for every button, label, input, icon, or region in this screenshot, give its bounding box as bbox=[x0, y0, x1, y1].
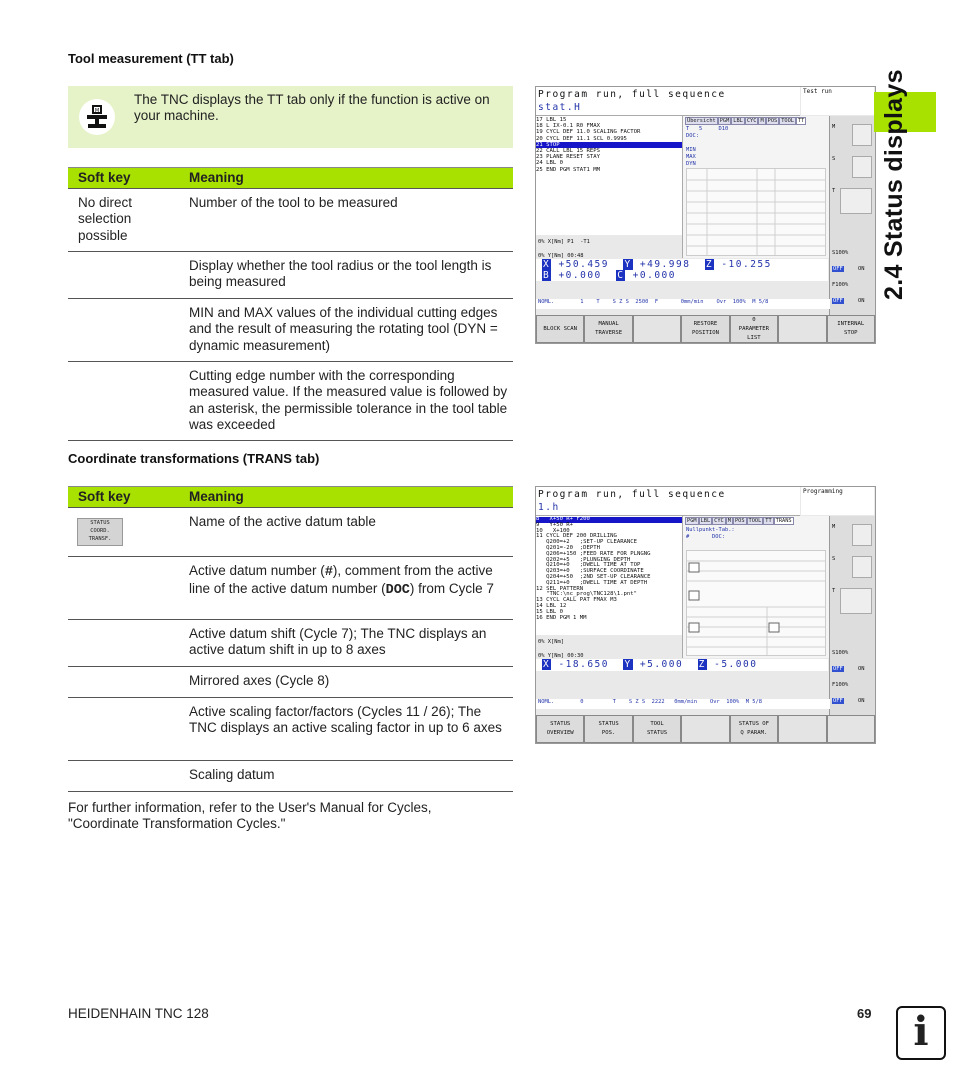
svg-text:M: M bbox=[94, 108, 100, 114]
axis-value: +5.000 bbox=[632, 659, 698, 670]
trans-grid bbox=[686, 550, 826, 656]
softkey-label: STOP bbox=[844, 330, 858, 336]
axis-value: +0.000 bbox=[551, 270, 617, 281]
chapter-title: 2.4 Status displays bbox=[880, 69, 908, 300]
machine-icon bbox=[79, 99, 115, 135]
table-row bbox=[68, 252, 513, 299]
on-toggle[interactable]: ON bbox=[858, 266, 865, 272]
status-line: 0% X[Nm] bbox=[538, 639, 564, 645]
screenshot-trans-tab bbox=[535, 486, 876, 744]
softkey-label: STATUS bbox=[646, 730, 668, 736]
program-line: Q201=-20 ;DEPTH bbox=[536, 544, 600, 551]
axis-label: Y bbox=[624, 259, 632, 270]
softkey-label-line: TRANSF. bbox=[88, 536, 112, 542]
axis-value: -18.650 bbox=[551, 659, 624, 670]
status-line: 0% Y[Nm] 00:30 bbox=[538, 653, 584, 659]
meaning-cell: Display whether the tool radius or the tool length is being measured bbox=[189, 258, 492, 290]
axis-value: +50.459 bbox=[551, 259, 624, 270]
screen-file: 1.h bbox=[538, 502, 560, 513]
program-line: Q206=+150 ;FEED RATE FOR PLNGNG bbox=[536, 550, 651, 557]
softkey[interactable] bbox=[536, 315, 584, 343]
coordinate-y bbox=[623, 259, 704, 270]
status-tab[interactable]: TRANS bbox=[775, 518, 792, 524]
axis-label: X bbox=[543, 659, 551, 670]
program-line: 17 LBL 15 bbox=[536, 117, 567, 123]
program-listing bbox=[536, 116, 682, 235]
softkey-label-line: STATUS bbox=[90, 520, 110, 526]
program-line: Q204=+50 ;2ND SET-UP CLEARANCE bbox=[536, 573, 651, 580]
meaning-cell bbox=[189, 563, 509, 600]
program-line: 16 END PGM 1 MM bbox=[536, 614, 587, 621]
status-tab[interactable]: CYC bbox=[714, 518, 724, 524]
t-label: T bbox=[832, 588, 836, 594]
softkey-label-line: COORD. bbox=[90, 528, 110, 534]
note-text: The TNC displays the TT tab only if the function is active on your machine. bbox=[134, 92, 490, 124]
page-number: 69 bbox=[857, 1006, 872, 1021]
softkey[interactable] bbox=[584, 715, 632, 743]
status-bar: NOML. 1 T S Z S 2500 F 0mm/min Ovr 100% M 5/8 bbox=[536, 299, 830, 309]
screen-title: Program run, full sequence bbox=[538, 89, 726, 100]
screen-title: Program run, full sequence bbox=[538, 489, 726, 500]
machine-sidebar bbox=[829, 116, 876, 343]
status-coord-transf-softkey[interactable] bbox=[77, 518, 123, 546]
status-panel bbox=[682, 516, 829, 658]
program-line: 18 L IX-0.1 R0 FMAX bbox=[536, 123, 600, 130]
coordinate-b bbox=[542, 270, 616, 281]
meaning-cell: Scaling datum bbox=[189, 767, 275, 782]
program-line: 13 CYCL CALL PAT FMAX M3 bbox=[536, 597, 617, 604]
status-tab[interactable]: POS bbox=[767, 118, 778, 124]
spindle-icon bbox=[852, 124, 872, 146]
status-tab[interactable]: POS bbox=[734, 518, 745, 524]
status-tab[interactable]: Übersicht bbox=[687, 118, 716, 124]
status-tab[interactable]: PGM bbox=[719, 118, 730, 124]
program-line: 23 PLANE RESET STAY bbox=[536, 154, 600, 161]
screen-title-bar bbox=[536, 487, 800, 516]
program-line: Q210=+0 ;DWELL TIME AT TOP bbox=[536, 562, 641, 569]
program-line: "TNC:\nc_prog\TNC128\1.pnt" bbox=[536, 591, 638, 598]
status-line: 0% X[Nm] P1 -T1 bbox=[538, 239, 590, 245]
doc-symbol: DOC bbox=[385, 583, 410, 599]
status-tab[interactable]: PGM bbox=[687, 518, 697, 524]
status-tab[interactable]: TOOL bbox=[781, 118, 794, 124]
status-tab[interactable]: LBL bbox=[700, 518, 711, 524]
softkey-row bbox=[536, 715, 875, 743]
m-label: M bbox=[832, 124, 836, 130]
panel-line: # DOC: bbox=[686, 534, 725, 540]
section-heading-trans: Coordinate transformations (TRANS tab) bbox=[68, 451, 320, 466]
softkey-label: OVERVIEW bbox=[546, 730, 574, 736]
softkey-label: MANUAL bbox=[598, 321, 619, 327]
screenshot-tt-tab bbox=[535, 86, 876, 344]
panel-line: MIN bbox=[686, 147, 696, 153]
hash-symbol: # bbox=[324, 565, 333, 580]
footnote: For further information, refer to the User's Manual for Cycles, "Coordinate Transformation Cycles." bbox=[68, 800, 432, 832]
feed-override: F100% bbox=[832, 282, 849, 288]
axis-value: +49.998 bbox=[632, 259, 705, 270]
mode-label: Test run bbox=[801, 87, 874, 115]
coordinate-x bbox=[542, 259, 623, 270]
table-row bbox=[68, 299, 513, 362]
panel-line bbox=[686, 140, 728, 147]
table-row bbox=[68, 362, 513, 441]
program-line: 9 Y+50 R+ bbox=[536, 521, 574, 528]
status-tab[interactable]: TT bbox=[765, 518, 772, 524]
axis-label: Y bbox=[624, 659, 632, 670]
section-heading-tt: Tool measurement (TT tab) bbox=[68, 51, 234, 66]
program-line: 22 CALL LBL 15 REPS bbox=[536, 148, 600, 155]
col-meaning: Meaning bbox=[189, 170, 244, 185]
softkey-label: STATUS bbox=[598, 721, 619, 727]
tt-table bbox=[68, 167, 513, 441]
meaning-cell: Active scaling factor/factors (Cycles 11 / 26); The TNC displays an active scaling factor in up to 6 axes bbox=[189, 704, 502, 736]
softkey[interactable] bbox=[681, 715, 729, 743]
axis-value: -5.000 bbox=[706, 659, 772, 670]
status-panel bbox=[682, 116, 829, 258]
program-line: Q200=+2 ;SET-UP CLEARANCE bbox=[536, 539, 638, 546]
on-toggle[interactable]: ON bbox=[858, 298, 865, 304]
spindle-speed-icon bbox=[852, 556, 872, 578]
m-label: M bbox=[832, 524, 836, 530]
program-line: 15 LBL 0 bbox=[536, 608, 563, 615]
meaning-cell: Mirrored axes (Cycle 8) bbox=[189, 673, 330, 688]
trans-values bbox=[686, 527, 735, 541]
panel-line: DYN bbox=[686, 161, 696, 167]
program-line: 12 SEL PATTERN bbox=[536, 585, 584, 592]
softkey[interactable] bbox=[633, 715, 681, 743]
softkey-label: STATUS bbox=[550, 721, 571, 727]
panel-line: Nullpunkt-Tab.: bbox=[686, 527, 735, 533]
program-line: Q203=+0 ;SURFACE COORDINATE bbox=[536, 568, 644, 575]
off-toggle[interactable]: OFF bbox=[833, 298, 843, 304]
status-tab[interactable]: LBL bbox=[733, 118, 743, 124]
table-row bbox=[68, 698, 513, 761]
tool-icon bbox=[840, 588, 872, 614]
status-tab[interactable]: TOOL bbox=[748, 518, 762, 524]
softkey-cell: No direct selection possible bbox=[78, 195, 133, 243]
program-line: 14 LBL 12 bbox=[536, 602, 567, 609]
axis-label: X bbox=[543, 259, 551, 270]
coordinate-x bbox=[542, 659, 623, 670]
axis-value: -10.255 bbox=[714, 259, 787, 270]
status-tabs[interactable] bbox=[685, 118, 806, 124]
softkey-label: 0 bbox=[752, 316, 756, 323]
softkey-label: TRAVERSE bbox=[595, 330, 623, 336]
axis-label: B bbox=[543, 270, 551, 281]
status-bar: NOML. 0 T S Z S 2222 0mm/min Ovr 100% M 5/8 bbox=[536, 699, 830, 709]
softkey-label: POS. bbox=[601, 730, 616, 736]
s-label: S bbox=[832, 556, 836, 562]
note-box bbox=[68, 86, 513, 148]
softkey[interactable] bbox=[536, 715, 584, 743]
softkey-label: TOOL bbox=[650, 721, 664, 727]
table-row bbox=[68, 508, 513, 557]
spindle-override: S100% bbox=[832, 650, 849, 656]
tt-grid bbox=[686, 168, 826, 256]
panel-line: T 5 D10 bbox=[686, 126, 729, 132]
mode-label: Programming bbox=[801, 487, 874, 515]
softkey[interactable] bbox=[730, 715, 778, 743]
program-line: 21 STOP bbox=[536, 142, 682, 148]
status-tab[interactable]: TT bbox=[797, 118, 805, 124]
table-row bbox=[68, 557, 513, 620]
softkey[interactable] bbox=[633, 315, 681, 343]
program-line: 19 CYCL DEF 11.0 SCALING FACTOR bbox=[536, 129, 641, 136]
program-line: Q211=+0 ;DWELL TIME AT DEPTH bbox=[536, 579, 648, 586]
meaning-cell: Active datum shift (Cycle 7); The TNC displays an active datum shift in up to 8 axes bbox=[189, 626, 487, 658]
table-header bbox=[68, 167, 513, 189]
program-line: 8 X+50 R+ F200 bbox=[536, 517, 682, 523]
table-header bbox=[68, 486, 513, 508]
softkey[interactable] bbox=[827, 315, 875, 343]
on-toggle[interactable]: ON bbox=[858, 666, 865, 672]
program-line: 11 CYCL DEF 200 DRILLING bbox=[536, 533, 617, 540]
feed-override: F100% bbox=[832, 682, 849, 688]
softkey-row bbox=[536, 315, 875, 343]
spindle-icon bbox=[852, 524, 872, 546]
program-line: 24 LBL 0 bbox=[536, 160, 563, 167]
tt-values bbox=[686, 126, 728, 168]
t-label: T bbox=[832, 188, 836, 194]
col-softkey: Soft key bbox=[78, 489, 131, 504]
softkey-label: PARAMETER bbox=[738, 325, 770, 332]
program-line: Q202=+5 ;PLUNGING DEPTH bbox=[536, 556, 631, 563]
softkey-label: STATUS OF bbox=[738, 721, 770, 727]
status-tabs[interactable] bbox=[685, 518, 794, 524]
coordinate-c bbox=[616, 270, 690, 281]
machine-sidebar bbox=[829, 516, 876, 743]
axis-label: C bbox=[617, 270, 625, 281]
meaning-cell: Cutting edge number with the corresponding measured value. If the measured value is followed by an asterisk, the permissible tolerance in the tool table was exceeded bbox=[189, 368, 508, 432]
softkey[interactable] bbox=[681, 315, 729, 343]
table-row bbox=[68, 667, 513, 698]
program-listing bbox=[536, 516, 682, 635]
softkey[interactable] bbox=[778, 715, 826, 743]
panel-line: MAX bbox=[686, 154, 696, 160]
softkey-label: RESTORE bbox=[693, 321, 718, 327]
status-tab[interactable]: CYC bbox=[746, 118, 757, 124]
off-toggle[interactable]: OFF bbox=[833, 266, 843, 272]
program-line: 20 CYCL DEF 11.1 SCL 0.9995 bbox=[536, 135, 627, 142]
coordinate-display bbox=[536, 259, 828, 281]
status-tab[interactable]: M bbox=[727, 518, 731, 524]
coordinate-y bbox=[623, 659, 697, 670]
softkey-label: LIST bbox=[747, 334, 761, 341]
softkey-label: Q PARAM. bbox=[740, 730, 768, 736]
softkey[interactable] bbox=[827, 715, 875, 743]
footer-product: HEIDENHAIN TNC 128 bbox=[68, 1006, 209, 1021]
table-row bbox=[68, 761, 513, 792]
meaning-text: ) from Cycle 7 bbox=[409, 581, 494, 597]
program-line: 10 X+100 bbox=[536, 527, 570, 534]
softkey-label: INTERNAL bbox=[837, 321, 865, 327]
panel-line: DOC: bbox=[686, 133, 699, 139]
meaning-text: Active datum number ( bbox=[189, 563, 325, 578]
table-row bbox=[68, 189, 513, 252]
coordinate-display bbox=[536, 659, 828, 671]
meaning-cell: Name of the active datum table bbox=[189, 514, 376, 529]
table-row bbox=[68, 620, 513, 667]
trans-table bbox=[68, 486, 513, 792]
info-glyph: i bbox=[913, 1008, 929, 1055]
softkey[interactable] bbox=[730, 315, 778, 343]
axis-label: Z bbox=[705, 259, 714, 270]
info-icon bbox=[896, 1006, 946, 1060]
spindle-override: S100% bbox=[832, 250, 849, 256]
col-softkey: Soft key bbox=[78, 170, 131, 185]
axis-value: +0.000 bbox=[625, 270, 691, 281]
col-meaning: Meaning bbox=[189, 489, 244, 504]
s-label: S bbox=[832, 156, 836, 162]
off-toggle[interactable]: OFF bbox=[833, 698, 843, 704]
off-toggle[interactable]: OFF bbox=[833, 666, 843, 672]
coordinate-z bbox=[705, 259, 786, 270]
program-line: 25 END PGM STAT1 MM bbox=[536, 166, 600, 173]
meaning-cell: Number of the tool to be measured bbox=[189, 195, 398, 210]
status-tab[interactable]: M bbox=[760, 118, 764, 124]
screen-file: stat.H bbox=[538, 102, 582, 113]
on-toggle[interactable]: ON bbox=[858, 698, 865, 704]
meaning-text: ), comment from the active line of the active datum number ( bbox=[189, 563, 493, 597]
meaning-cell: MIN and MAX values of the individual cutting edges and the result of measuring the rotating tool (DYN = dynamic measurement) bbox=[189, 305, 498, 353]
spindle-speed-icon bbox=[852, 156, 872, 178]
softkey-label: BLOCK SCAN bbox=[543, 325, 578, 332]
axis-label: Z bbox=[698, 659, 706, 670]
softkey[interactable] bbox=[584, 315, 632, 343]
softkey-label: POSITION bbox=[692, 330, 719, 336]
screen-title-bar bbox=[536, 87, 800, 116]
softkey[interactable] bbox=[778, 315, 826, 343]
tool-icon bbox=[840, 188, 872, 214]
status-line: 0% Y[Nm] 00:48 bbox=[538, 253, 584, 259]
coordinate-z bbox=[698, 659, 772, 670]
